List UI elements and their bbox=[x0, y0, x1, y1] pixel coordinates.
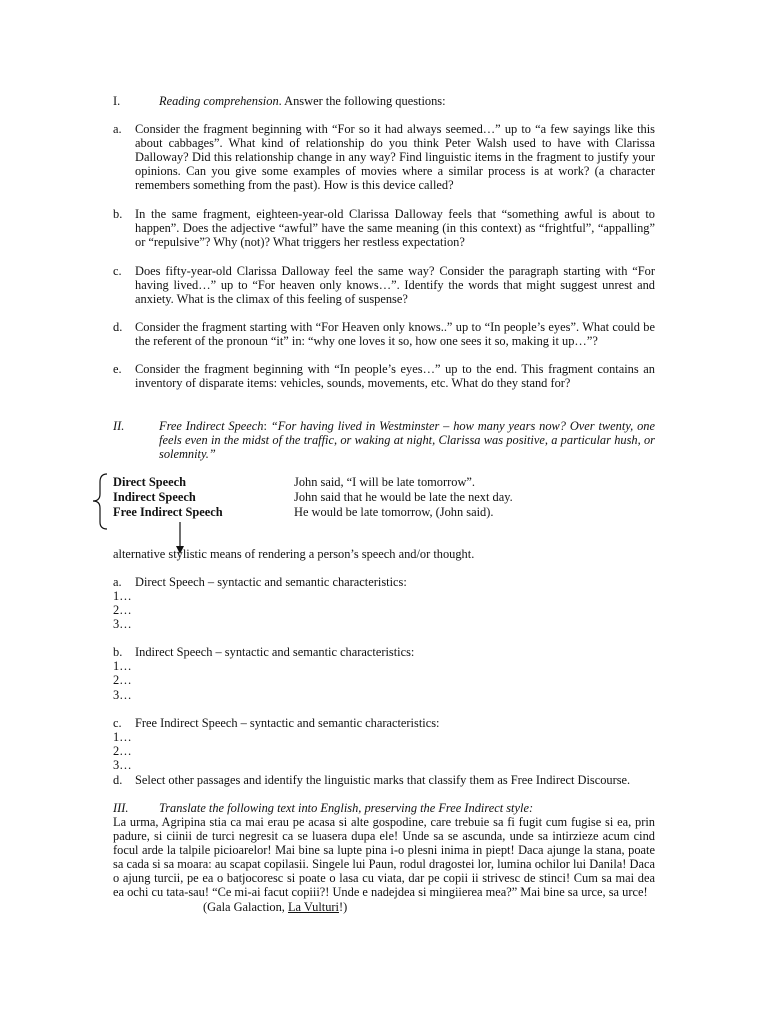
section-2-title: Free Indirect Speech bbox=[159, 419, 264, 433]
citation bbox=[203, 900, 347, 914]
task-a-blank-3: 3… bbox=[113, 617, 132, 631]
task-c-blank-1: 1… bbox=[113, 730, 132, 744]
direct-speech-example: John said, “I will be late tomorrow”. bbox=[294, 475, 475, 489]
question-d-label: d. bbox=[113, 320, 123, 334]
task-a-text: Direct Speech – syntactic and semantic characteristics: bbox=[135, 575, 407, 589]
section-1-title: Reading comprehension bbox=[159, 94, 279, 108]
indirect-speech-example: John said that he would be late the next day. bbox=[294, 490, 513, 504]
question-d-text: Consider the fragment starting with “For Heaven only knows..” up to “In people’s eyes”. What could be the referent of the pronoun “it” in: “why one loves it so, how one sees it so, making it up…”? bbox=[135, 320, 655, 348]
free-indirect-speech-label: Free Indirect Speech bbox=[113, 505, 223, 519]
task-d-label: d. bbox=[113, 773, 123, 787]
task-b-blank-3: 3… bbox=[113, 688, 132, 702]
speech-summary: alternative stylistic means of rendering a person’s speech and/or thought. bbox=[113, 547, 475, 561]
question-a-text: Consider the fragment beginning with “For so it had always seemed…” up to “a few sayings like this about cabbages”. What kind of relationship do you think Peter Walsh used to have with Clarissa Dalloway? Did this relationship change in any way? Find linguistic items in the fragment to justify your opinions. Can you give some examples of movies where a similar process is at work? (a character remembers something from the past). How is this device called? bbox=[135, 122, 655, 192]
question-b-label: b. bbox=[113, 207, 123, 221]
task-b-blank-2: 2… bbox=[113, 673, 132, 687]
section-1-instruction: . Answer the following questions: bbox=[278, 94, 446, 108]
section-3-number: III. bbox=[113, 801, 129, 815]
task-c-text: Free Indirect Speech – syntactic and semantic characteristics: bbox=[135, 716, 440, 730]
question-e-label: e. bbox=[113, 362, 122, 376]
task-c-blank-2: 2… bbox=[113, 744, 132, 758]
question-a-label: a. bbox=[113, 122, 122, 136]
section-1-heading bbox=[159, 94, 446, 108]
curly-brace bbox=[93, 474, 107, 529]
translation-passage: La urma, Agripina stia ca mai erau pe acasa si alte gospodine, care trebuie sa fi fugit cum fugise si ea, prin padure, si ciinii de turci negresit ca se luasera dupa ele! Unde sa se ascunda, unde sa intirzieze acum cind focul arde la talpile picioarelor! Mai bine sa lupte pina i-o plesni inima in piept! Daca ajunge la stana, poate sa cada si sa moara: au scapat copilasii. Singele lui Paun, rodul dragostei lor, lumina ochilor lui Danila! Daca o ajung turcii, pe ea o batjocoresc si poate o lasa cu viata, dar pe copii ii strivesc de stinci! Cum sa mai dea ea ochi cu tata-sau! “Ce mi-ai facut copiii?! Unde e nadejdea si mingiierea mea?” Mai bine sa urce, sa urce! bbox=[113, 815, 655, 899]
task-a-blank-2: 2… bbox=[113, 603, 132, 617]
task-a-label: a. bbox=[113, 575, 122, 589]
question-e-text: Consider the fragment beginning with “In people’s eyes…” up to the end. This fragment contains an inventory of disparate items: vehicles, sounds, movements, etc. What do they stand for? bbox=[135, 362, 655, 390]
question-c-text: Does fifty-year-old Clarissa Dalloway feel the same way? Consider the paragraph starting with “For having lived…” up to “For heaven only knows…”. Identify the words that might suggest unrest and anxiety. What is the climax of this feeling of suspense? bbox=[135, 264, 655, 306]
task-b-blank-1: 1… bbox=[113, 659, 132, 673]
task-c-blank-3: 3… bbox=[113, 758, 132, 772]
citation-author: (Gala Galaction, bbox=[203, 900, 288, 914]
task-b-text: Indirect Speech – syntactic and semantic characteristics: bbox=[135, 645, 415, 659]
question-b-text: In the same fragment, eighteen-year-old Clarissa Dalloway feels that “something awful is about to happen”. Does the adjective “awful” have the same meaning (in this context) as “frightful”, “appalling” or “repulsive”? Why (not)? What triggers her restless expectation? bbox=[135, 207, 655, 249]
direct-speech-label: Direct Speech bbox=[113, 475, 187, 489]
task-c-label: c. bbox=[113, 716, 122, 730]
section-2-colon: : bbox=[263, 419, 271, 433]
free-indirect-speech-example: He would be late tomorrow, (John said). bbox=[294, 505, 494, 519]
section-2-quote: “For having lived in Westminster – how many years now? Over twenty, one feels even in the midst of the traffic, or waking at night, Clarissa was positive, a particular hush, or solemnity.” bbox=[159, 419, 655, 461]
section-2-number: II. bbox=[113, 419, 125, 433]
task-b-label: b. bbox=[113, 645, 123, 659]
section-2-heading bbox=[159, 419, 655, 461]
task-a-blank-1: 1… bbox=[113, 589, 132, 603]
citation-close: !) bbox=[338, 900, 348, 914]
section-1-number: I. bbox=[113, 94, 121, 108]
task-d-text: Select other passages and identify the linguistic marks that classify them as Free Indirect Discourse. bbox=[135, 773, 631, 787]
question-c-label: c. bbox=[113, 264, 122, 278]
indirect-speech-label: Indirect Speech bbox=[113, 490, 196, 504]
section-3-title: Translate the following text into English, preserving the Free Indirect style: bbox=[159, 801, 534, 815]
citation-work: La Vulturi bbox=[287, 900, 339, 914]
